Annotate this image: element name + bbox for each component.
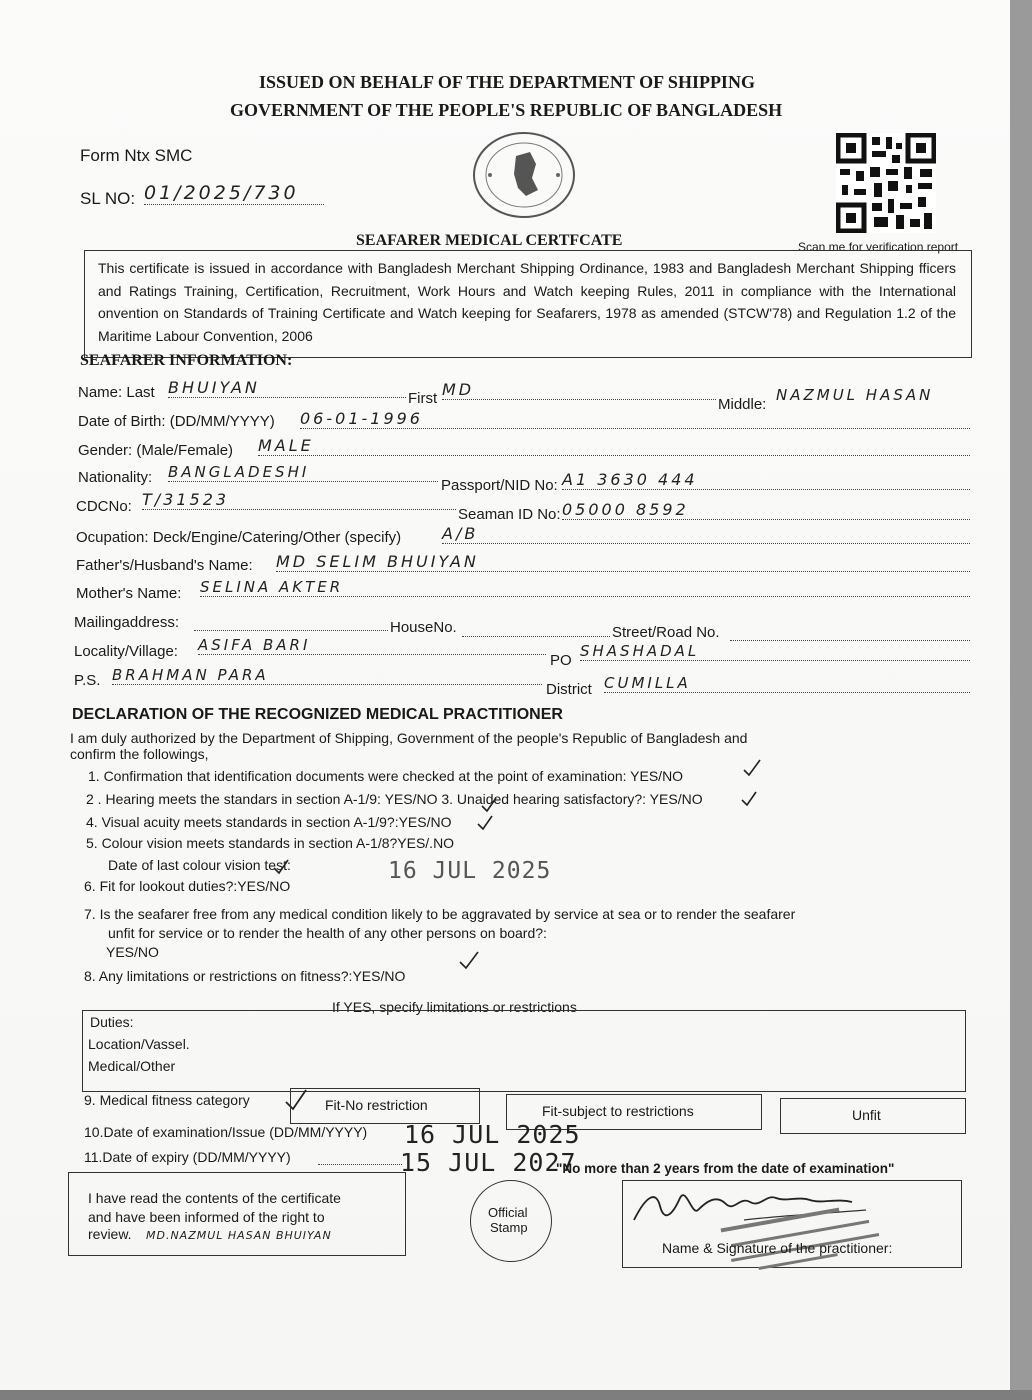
po-value: SHASHADAL (580, 642, 970, 661)
declaration-intro-2: confirm the followings, (70, 746, 209, 762)
cdc-label: CDCNo: (76, 498, 132, 515)
ps-value: BRAHMAN PARA (112, 666, 542, 685)
occupation-value: A/B (442, 524, 970, 544)
colour-vision-date-label: Date of last colour vision test: (108, 857, 291, 873)
declaration-item-6: 6. Fit for lookout duties?:YES/NO (84, 878, 291, 894)
fitness-category-label: 9. Medical fitness category (84, 1092, 250, 1108)
declaration-item-7-cont: unfit for service or to render the health of any other persons on board?: (108, 925, 547, 941)
tick-mark-icon (458, 950, 480, 970)
name-middle-value: NAZMUL HASAN (776, 386, 934, 404)
district-label: District (546, 681, 592, 698)
practitioner-label: Name & Signature of the practitioner: (662, 1240, 893, 1256)
name-last-value: BHUIYAN (168, 378, 406, 398)
acknowledgment-line-1: I have read the contents of the certificate (88, 1190, 341, 1206)
fitness-option-fit-subject-label: Fit-subject to restrictions (542, 1103, 694, 1119)
fitness-option-unfit-label: Unfit (852, 1107, 881, 1123)
seafarer-signature: MD.NAZMUL HASAN BHUIYAN (146, 1229, 332, 1242)
street-label: Street/Road No. (612, 624, 720, 641)
official-stamp-text-1: Official (488, 1205, 528, 1220)
mother-label: Mother's Name: (76, 585, 182, 602)
nationality-label: Nationality: (78, 469, 153, 486)
scan-edge-bottom (0, 1390, 1032, 1400)
occupation-label: Ocupation: Deck/Engine/Catering/Other (specify) (76, 529, 402, 546)
acknowledgment-line-2: and have been informed of the right to (88, 1209, 325, 1225)
declaration-heading: DECLARATION OF THE RECOGNIZED MEDICAL PRACTITIONER (72, 706, 563, 723)
certificate-title: SEAFARER MEDICAL CERTFCATE (356, 232, 623, 249)
mother-value: SELINA AKTER (200, 578, 970, 597)
mailing-dots (194, 614, 388, 631)
declaration-item-2: 2 . Hearing meets the standars in section A-1/9: YES/NO 3. Unaided hearing satisfactory?: YES/NO (86, 791, 703, 807)
dob-label: Date of Birth: (DD/MM/YYYY) (78, 413, 275, 430)
passport-label: Passport/NID No: (441, 477, 558, 494)
tick-mark-icon (740, 790, 758, 808)
header-line-1: ISSUED ON BEHALF OF THE DEPARTMENT OF SHIPPING (259, 72, 755, 92)
limit-medical: Medical/Other (88, 1058, 176, 1074)
dob-value: 06-01-1996 (300, 409, 970, 429)
expiry-date-label: 11.Date of expiry (DD/MM/YYYY) (84, 1149, 291, 1165)
expiry-dots (318, 1152, 402, 1165)
qr-caption: Scan me for verification report (798, 240, 959, 254)
ps-label: P.S. (74, 672, 101, 689)
government-seal (470, 130, 578, 220)
nationality-value: BANGLADESHI (168, 463, 438, 482)
acknowledgment-line-3: review. (88, 1226, 132, 1242)
name-last-label: Name: Last (78, 384, 155, 401)
name-first-label: First (408, 390, 438, 407)
cdc-value: T/31523 (142, 490, 456, 510)
limit-location: Location/Vassel. (88, 1036, 190, 1052)
gender-label: Gender: (Male/Female) (78, 442, 234, 459)
serial-label: SL NO: (80, 189, 136, 208)
header-line-2: GOVERNMENT OF THE PEOPLE'S REPUBLIC OF BANGLADESH (230, 100, 783, 120)
scan-edge-right (1010, 0, 1032, 1400)
declaration-item-5: 5. Colour vision meets standards in section A-1/8?YES/.NO (86, 835, 455, 851)
exam-date-label: 10.Date of examination/Issue (DD/MM/YYYY) (84, 1124, 368, 1140)
district-value: CUMILLA (604, 674, 970, 693)
declaration-item-7-answer: YES/NO (106, 944, 159, 960)
intro-text: This certificate is issued in accordance with Bangladesh Merchant Shipping Ordinance, 1983 and Bangladesh Merchant Shipping fficers and Ratings Training, Certification, Recruitment, Work Hours and Watch keeping Rules, 2011 in compliance with the International onvention on Standards of Training Certificate and Watch keeping for Seafarers, 1978 as amended (STCW'78) and Regulation 1.2 of the Maritime Labour Convention, 2006 (98, 260, 956, 344)
house-label: HouseNo. (390, 619, 457, 636)
declaration-item-4: 4. Visual acuity meets standards in section A-1/9?:YES/NO (86, 814, 452, 830)
seaman-id-value: 05000 8592 (562, 500, 970, 520)
info-heading: SEAFARER INFORMATION: (80, 352, 293, 369)
declaration-item-7: 7. Is the seafarer free from any medical condition likely to be aggravated by service at sea or to render the seafarer (84, 906, 796, 922)
official-stamp-text-2: Stamp (490, 1220, 528, 1235)
name-first-value: MD (442, 380, 716, 400)
tick-mark-icon (476, 814, 494, 832)
passport-value: A1 3630 444 (562, 470, 970, 490)
serial-number: 01/2025/730 (144, 182, 324, 205)
house-dots (462, 620, 610, 637)
exam-date-stamp: 16 JUL 2025 (404, 1120, 581, 1149)
doctor-seal-stamp (700, 1196, 900, 1276)
expiry-note: "No more than 2 years from the date of examination" (556, 1161, 895, 1176)
declaration-item-1: 1. Confirmation that identification documents were checked at the point of examination: YES/NO (88, 768, 684, 784)
declaration-intro-1: I am duly authorized by the Department of Shipping, Government of the people's Republic of Bangladesh and (70, 730, 748, 746)
limit-duties: Duties: (90, 1014, 134, 1030)
name-middle-label: Middle: (718, 396, 767, 413)
mailing-label: Mailingaddress: (74, 614, 180, 631)
limitations-heading: If YES, specify limitations or restrictions (332, 999, 577, 1015)
form-number: Form Ntx SMC (80, 146, 193, 165)
gender-value: MALE (258, 436, 970, 456)
po-label: PO (550, 652, 572, 669)
locality-label: Locality/Village: (74, 643, 178, 660)
declaration-item-8: 8. Any limitations or restrictions on fitness?:YES/NO (84, 968, 406, 984)
locality-value: ASIFA BARI (198, 636, 546, 655)
tick-mark-icon (480, 796, 498, 814)
seaman-id-label: Seaman ID No: (458, 506, 561, 523)
tick-mark-icon (272, 858, 290, 876)
tick-mark-icon (742, 758, 762, 778)
qr-code[interactable] (836, 133, 936, 233)
fitness-option-fit-no-restriction-label: Fit-No restriction (325, 1097, 428, 1113)
expiry-date-stamp: 15 JUL 2027 (400, 1148, 577, 1177)
father-value: MD SELIM BHUIYAN (276, 552, 970, 572)
father-label: Father's/Husband's Name: (76, 557, 253, 574)
colour-vision-date-stamp: 16 JUL 2025 (388, 858, 552, 884)
limitations-box (82, 1010, 966, 1092)
street-dots (730, 624, 970, 641)
